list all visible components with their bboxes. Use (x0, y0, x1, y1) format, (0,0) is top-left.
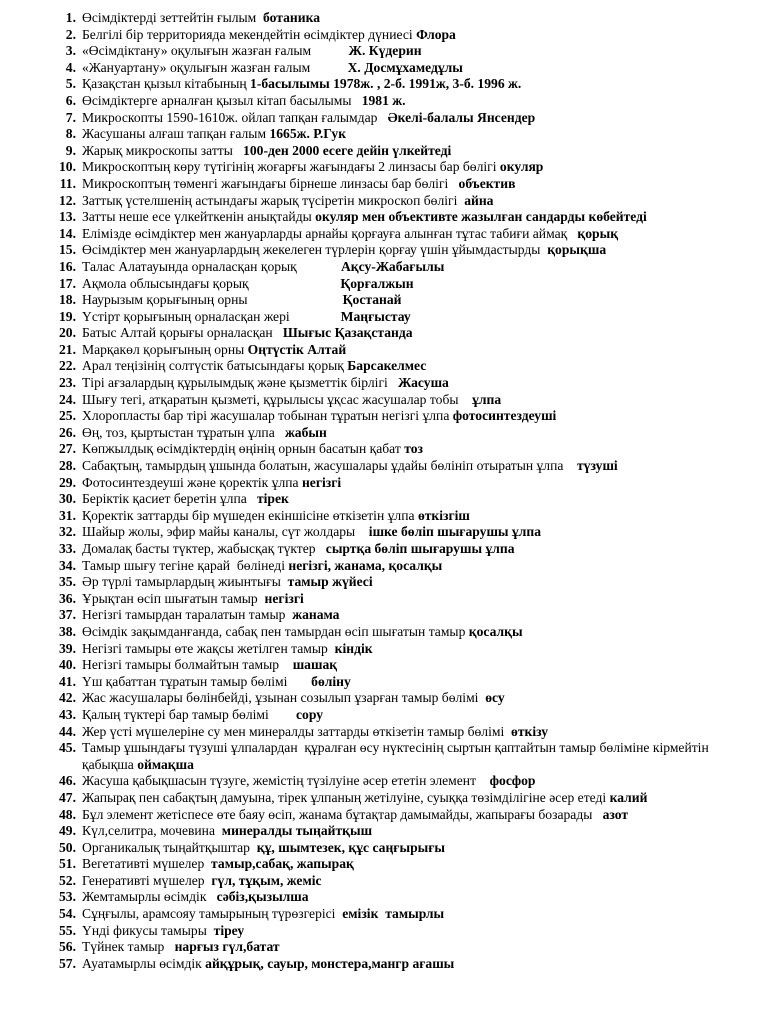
item-question: Елімізде өсімдіктер мен жануарларды арнайы қорғауға алынған тұтас табиғи аймақ (82, 225, 568, 241)
list-item (0, 408, 768, 425)
item-answer: тірек (250, 491, 289, 507)
item-number: 39. (59, 640, 76, 656)
item-question: Домалақ басты түктер, жабысқақ түктер (82, 541, 316, 556)
item-answer: Жасуша (391, 375, 449, 391)
item-answer: тоз (404, 441, 423, 457)
item-number: 34. (59, 557, 76, 573)
item-question: Жасуша қабықшасын түзуге, жемістің түзілуіне әсер ететін элемент (82, 773, 477, 789)
item-question: Сұңғылы, арамсояу тамырының түрөзгерісі (82, 906, 336, 922)
item-text (82, 126, 768, 143)
list-item (0, 110, 768, 127)
item-answer: фосфор (479, 773, 536, 789)
list-item (0, 93, 768, 110)
item-question: Қоректік заттарды бір мүшеден екіншісіне өткізетін ұлпа (82, 507, 415, 523)
item-number: 30. (59, 491, 76, 507)
item-answer: Х. Досмұхамедұлы (313, 59, 463, 75)
item-answer: жанама (288, 607, 340, 623)
item-answer: минералды тыңайтқыш (218, 823, 373, 839)
item-text (82, 823, 768, 840)
item-number: 29. (59, 474, 76, 490)
item-question: Жасушаны алғаш тапқан ғалым (82, 126, 267, 142)
item-answer: айқұрық, сауыр, монстера,мангр ағашы (205, 955, 455, 971)
item-answer: шашақ (282, 657, 338, 673)
item-answer: сыртқа бөліп шығарушы ұлпа (318, 541, 515, 556)
item-text (82, 558, 768, 575)
item-answer: Флора (416, 26, 456, 42)
item-answer: бөліну (290, 673, 351, 689)
item-text (82, 873, 768, 890)
item-number: 28. (59, 458, 76, 474)
item-question: Өсімдіктерді зеттейтін ғылым (82, 10, 257, 25)
item-number: 3. (65, 43, 76, 59)
list-item (0, 176, 768, 193)
item-number: 55. (59, 922, 76, 938)
item-number: 37. (59, 607, 76, 623)
list-item (0, 807, 768, 824)
list-item (0, 674, 768, 691)
item-text (82, 76, 768, 93)
item-answer: өткізу (507, 723, 549, 739)
item-text (82, 358, 768, 375)
item-text (82, 939, 768, 956)
item-number: 6. (65, 92, 76, 108)
item-question: Фотосинтездеуші және қоректік ұлпа (82, 474, 299, 490)
item-question: Күл,селитра, мочевина (82, 823, 215, 839)
item-question: Қазақстан қызыл кітабының (82, 76, 247, 92)
item-text (82, 43, 768, 60)
item-answer: Қорғалжын (252, 275, 414, 291)
list-item (0, 624, 768, 641)
item-answer: тамыр,сабақ, жапырақ (207, 856, 354, 872)
list-item (0, 425, 768, 442)
item-question: Үш қабаттан тұратын тамыр бөлімі (82, 673, 288, 689)
item-question: Затты неше есе үлкейткенін анықтайды (82, 209, 312, 225)
item-number: 27. (59, 441, 76, 457)
item-answer: Ж. Күдерин (314, 43, 422, 59)
item-answer: окуляр мен объективте жазылған сандарды көбейтеді (315, 209, 647, 225)
item-question: «Жануартану» оқулығын жазған ғалым (82, 59, 311, 75)
item-text (82, 176, 768, 193)
item-answer: Маңғыстау (293, 308, 411, 324)
item-question: «Өсімдіктану» оқулығын жазған ғалым (82, 43, 312, 59)
item-number: 33. (59, 541, 76, 556)
item-text (82, 740, 768, 773)
list-item (0, 358, 768, 375)
item-number: 42. (59, 690, 76, 706)
item-text (82, 276, 768, 293)
item-text (82, 458, 768, 475)
item-text (82, 674, 768, 691)
item-number: 17. (59, 275, 76, 291)
item-answer: ботаника (259, 10, 321, 25)
item-question: Жарық микроскопы затты (82, 142, 233, 158)
item-text (82, 889, 768, 906)
item-number: 57. (59, 955, 76, 971)
item-answer: негізгі (261, 590, 304, 606)
item-number: 49. (59, 823, 76, 839)
item-question: Жапырақ пен сабақтың дамуына, тірек ұлпаның жетілуіне, суыққа төзімділігіне әсер етеді (82, 789, 607, 805)
item-text (82, 607, 768, 624)
item-answer: өткізгіш (417, 507, 470, 523)
item-number: 53. (59, 889, 76, 905)
item-question: Жас жасушалары бөлінбейді, ұзынан созылып ұзарған тамыр бөлімі (82, 690, 479, 706)
item-number: 24. (59, 391, 76, 407)
list-item (0, 76, 768, 93)
item-answer: фотосинтездеуші (452, 408, 557, 424)
item-answer: тамыр жүйесі (284, 574, 373, 590)
item-text (82, 657, 768, 674)
item-question: Үнді фикусы тамыры (82, 922, 207, 938)
list-item (0, 491, 768, 508)
item-number: 20. (59, 325, 76, 341)
item-question: Жер үсті мүшелеріне су мен минералды заттарды өткізетін тамыр бөлімі (82, 723, 505, 739)
list-item (0, 939, 768, 956)
item-text (82, 242, 768, 259)
item-answer: 1981 ж. (354, 92, 406, 108)
item-answer: тіреу (210, 922, 245, 938)
item-question: Органикалық тыңайтқыштар (82, 839, 250, 855)
item-text (82, 690, 768, 707)
item-text (82, 475, 768, 492)
item-number: 44. (59, 723, 76, 739)
item-question: Вегетативті мүшелер (82, 856, 205, 872)
item-text (82, 10, 768, 27)
list-item (0, 309, 768, 326)
item-text (82, 325, 768, 342)
item-text (82, 408, 768, 425)
item-question: Өсімдіктер мен жануарлардың жекелеген түрлерін қорғау үшін ұйымдастырды (82, 242, 541, 258)
item-number: 56. (59, 939, 76, 955)
item-number: 46. (59, 773, 76, 789)
item-number: 48. (59, 806, 76, 822)
item-question: Әр түрлі тамырлардың жиынтығы (82, 574, 281, 590)
item-answer: Оңтүстік Алтай (247, 341, 347, 357)
item-answer: сәбіз,қызылша (209, 889, 309, 905)
item-number: 25. (59, 408, 76, 424)
item-number: 12. (59, 192, 76, 208)
list-item (0, 126, 768, 143)
item-number: 4. (65, 59, 76, 75)
item-question: Тамыр шығу тегіне қарай бөлінеді (82, 557, 285, 573)
item-question: Қалың түктері бар тамыр бөлімі (82, 706, 269, 722)
list-item (0, 790, 768, 807)
item-number: 43. (59, 706, 76, 722)
item-text (82, 193, 768, 210)
item-question: Ұрықтан өсіп шығатын тамыр (82, 590, 258, 606)
list-item (0, 823, 768, 840)
item-number: 31. (59, 507, 76, 523)
item-text (82, 724, 768, 741)
item-answer: қорықша (543, 242, 607, 258)
list-item (0, 889, 768, 906)
list-item (0, 226, 768, 243)
list-item (0, 242, 768, 259)
item-number: 52. (59, 872, 76, 888)
item-question: Негізгі тамырдан таралатын тамыр (82, 607, 286, 623)
item-question: Арал теңізінің солтүстік батысындағы қорық (82, 358, 344, 374)
list-item (0, 441, 768, 458)
item-answer: окуляр (499, 159, 544, 175)
item-text (82, 956, 768, 973)
list-item (0, 956, 768, 973)
item-answer: кіндік (331, 640, 373, 656)
list-item (0, 375, 768, 392)
item-answer: 1-басылымы 1978ж. , 2-б. 1991ж, 3-б. 1996 ж. (250, 76, 522, 92)
item-question: Бұл элемент жетіспесе өте баяу өсіп, жанама бұтақтар дамымайды, жапырағы бозарады (82, 806, 593, 822)
item-text (82, 524, 768, 541)
item-text (82, 790, 768, 807)
item-question: Сабақтың, тамырдың ұшында болатын, жасушалары ұдайы бөлініп отыратын ұлпа (82, 458, 564, 474)
item-number: 13. (59, 209, 76, 225)
item-answer: 1665ж. Р.Гук (269, 126, 347, 142)
item-text (82, 226, 768, 243)
list-item (0, 276, 768, 293)
item-answer: оймақша (137, 756, 194, 772)
item-text (82, 93, 768, 110)
item-text (82, 508, 768, 525)
item-number: 41. (59, 673, 76, 689)
item-text (82, 856, 768, 873)
item-number: 7. (65, 109, 76, 125)
item-question: Ақмола облысындағы қорық (82, 275, 249, 291)
list-item (0, 209, 768, 226)
list-item (0, 574, 768, 591)
item-number: 16. (59, 258, 76, 274)
item-question: Негізгі тамыры өте жақсы жетілген тамыр (82, 640, 328, 656)
item-number: 54. (59, 906, 76, 922)
item-number: 8. (65, 126, 76, 142)
item-number: 22. (59, 358, 76, 374)
item-question: Батыс Алтай қорығы орналасқан (82, 325, 273, 341)
item-text (82, 60, 768, 77)
item-text (82, 591, 768, 608)
item-answer: қосалқы (468, 623, 523, 639)
item-question: Өсімдіктерге арналған қызыл кітап басылымы (82, 92, 352, 108)
item-answer: жабын (278, 424, 327, 440)
item-answer: Әкелі-балалы Янсендер (380, 109, 536, 125)
item-question: Негізгі тамыры болмайтын тамыр (82, 657, 280, 673)
item-answer: калий (609, 789, 648, 805)
list-item (0, 159, 768, 176)
item-text (82, 392, 768, 409)
item-question: Заттық үстелшенің астындағы жарық түсіретін микроскоп бөлігі (82, 192, 458, 208)
item-answer: құ, шымтезек, құс саңғырығы (253, 839, 446, 855)
item-question: Жемтамырлы өсімдік (82, 889, 207, 905)
item-text (82, 309, 768, 326)
item-question: Тірі ағзалардың құрылымдық және қызметтік бірлігі (82, 375, 388, 391)
item-text (82, 923, 768, 940)
item-question: Микроскоптың төменгі жағындағы бірнеше линзасы бар бөлігі (82, 175, 449, 191)
list-item (0, 342, 768, 359)
list-item (0, 259, 768, 276)
item-question: Беріктік қасиет беретін ұлпа (82, 491, 247, 507)
item-question: Генеративті мүшелер (82, 872, 205, 888)
item-question: Тамыр ұшындағы түзуші ұлпалардан құралған өсу нүктесінің сыртын қаптайтын тамыр бөліміне кірмейтін қабықша (82, 740, 713, 772)
item-answer: ішке бөліп шығарушы ұлпа (358, 524, 541, 540)
list-item (0, 873, 768, 890)
item-text (82, 375, 768, 392)
item-text (82, 624, 768, 641)
item-answer: объектив (451, 175, 516, 191)
item-question: Талас Алатауында орналасқан қорық (82, 258, 297, 274)
item-number: 32. (59, 524, 76, 540)
item-text (82, 110, 768, 127)
list-item (0, 657, 768, 674)
item-text (82, 27, 768, 44)
list-item (0, 773, 768, 790)
item-question: Марқакөл қорығының орны (82, 341, 245, 357)
item-question: Хлоропласты бар тірі жасушалар тобынан тұратын негізгі ұлпа (82, 408, 450, 424)
item-number: 11. (59, 175, 76, 191)
list-item (0, 591, 768, 608)
item-answer: азот (595, 806, 629, 822)
list-item (0, 27, 768, 44)
list-item (0, 475, 768, 492)
item-answer: Қостанай (250, 292, 402, 308)
item-text (82, 425, 768, 442)
item-number: 19. (59, 308, 76, 324)
item-answer: ұлпа (461, 391, 502, 407)
item-number: 9. (65, 142, 76, 158)
list-item (0, 325, 768, 342)
list-item (0, 558, 768, 575)
item-answer: түзуші (566, 458, 618, 474)
list-item (0, 690, 768, 707)
item-question: Микроскопты 1590-1610ж. ойлап тапқан ғалымдар (82, 109, 378, 125)
item-question: Белгілі бір территорияда мекендейтін өсімдіктер дүниесі (82, 26, 413, 42)
list-item (0, 541, 768, 558)
item-answer: қорық (570, 225, 619, 241)
list-item (0, 292, 768, 309)
list-item (0, 707, 768, 724)
item-answer: емізік тамырлы (338, 906, 445, 922)
list-item (0, 193, 768, 210)
item-answer: Барсакелмес (347, 358, 427, 374)
item-text (82, 840, 768, 857)
item-number: 23. (59, 375, 76, 391)
list-item (0, 524, 768, 541)
item-question: Микроскоптың көру түтігінің жоғарғы жағындағы 2 линзасы бар бөлігі (82, 159, 497, 175)
list-item (0, 143, 768, 160)
item-text (82, 159, 768, 176)
item-question: Өң, тоз, қыртыстан тұратын ұлпа (82, 424, 275, 440)
item-text (82, 541, 768, 558)
item-text (82, 143, 768, 160)
item-number: 14. (59, 225, 76, 241)
item-number: 50. (59, 839, 76, 855)
item-number: 15. (59, 242, 76, 258)
item-question: Шайыр жолы, эфир майы каналы, сүт жолдары (82, 524, 356, 540)
list-item (0, 508, 768, 525)
list-item (0, 840, 768, 857)
item-answer: негізгі (301, 474, 342, 490)
item-answer: Ақсу-Жабағылы (300, 258, 445, 274)
item-question: Өсімдік зақымданғанда, сабақ пен тамырдан өсіп шығатын тамыр (82, 623, 466, 639)
item-number: 45. (59, 740, 76, 756)
item-number: 10. (59, 159, 76, 175)
item-answer: негізгі, жанама, қосалқы (288, 557, 443, 573)
list-item (0, 458, 768, 475)
list-item (0, 392, 768, 409)
item-text (82, 441, 768, 458)
item-number: 2. (65, 26, 76, 42)
item-number: 36. (59, 590, 76, 606)
item-number: 35. (59, 574, 76, 590)
item-question: Шығу тегі, атқаратын қызметі, құрылысы ұқсас жасушалар тобы (82, 391, 459, 407)
list-item (0, 923, 768, 940)
list-item (0, 724, 768, 741)
item-text (82, 906, 768, 923)
item-question: Ауатамырлы өсімдік (82, 955, 202, 971)
list-item (0, 60, 768, 77)
item-number: 26. (59, 424, 76, 440)
list-item (0, 856, 768, 873)
list-item (0, 906, 768, 923)
item-answer: нарғыз гүл,батат (167, 939, 280, 955)
item-text (82, 292, 768, 309)
item-number: 18. (59, 292, 76, 308)
item-question: Үстірт қорығының орналасқан жері (82, 308, 290, 324)
question-list (0, 10, 768, 972)
list-item (0, 10, 768, 27)
item-answer: сору (272, 706, 324, 722)
list-item (0, 607, 768, 624)
item-answer: айна (460, 192, 494, 208)
item-answer: гүл, тұқым, жеміс (207, 872, 322, 888)
item-question: Наурызым қорығының орны (82, 292, 248, 308)
item-text (82, 707, 768, 724)
item-text (82, 574, 768, 591)
item-number: 21. (59, 341, 76, 357)
item-text (82, 259, 768, 276)
item-number: 38. (59, 623, 76, 639)
item-text (82, 773, 768, 790)
item-answer: Шығыс Қазақстанда (276, 325, 413, 341)
list-item (0, 641, 768, 658)
item-text (82, 491, 768, 508)
item-text (82, 807, 768, 824)
item-question: Көпжылдық өсімдіктердің өңінің орнын басатын қабат (82, 441, 401, 457)
item-number: 40. (59, 657, 76, 673)
item-answer: 100-ден 2000 есеге дейін үлкейтеді (236, 142, 452, 158)
item-number: 1. (65, 10, 76, 25)
list-item (0, 43, 768, 60)
item-text (82, 209, 768, 226)
item-answer: өсу (481, 690, 505, 706)
item-text (82, 342, 768, 359)
list-item (0, 740, 768, 773)
item-number: 47. (59, 789, 76, 805)
item-text (82, 641, 768, 658)
item-question: Түйнек тамыр (82, 939, 165, 955)
item-number: 5. (65, 76, 76, 92)
item-number: 51. (59, 856, 76, 872)
